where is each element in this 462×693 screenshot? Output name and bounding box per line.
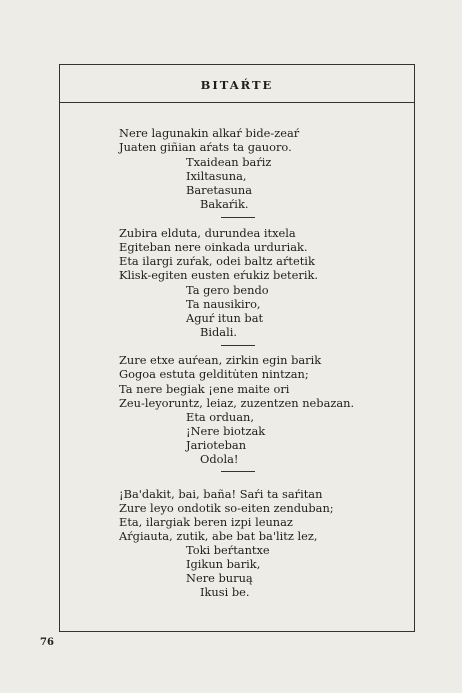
poem-line: Zure etxe auŕean, zirkin egin barik xyxy=(119,353,322,367)
poem-line: Ikusi be. xyxy=(200,585,250,599)
poem-line: ¡Nere biotzak xyxy=(186,424,266,438)
poem-line: Egiteban nere oinkada urduriak. xyxy=(119,240,308,254)
poem-line: Bakaŕik. xyxy=(200,197,249,211)
poem-line: Gogoa estuta gelditu̇ten nintzan; xyxy=(119,367,309,381)
poem-line: ¡Ba'dakit, bai, baña! Saŕi ta saŕitan xyxy=(119,487,323,501)
poem-line: Toki beŕtantxe xyxy=(186,543,270,557)
poem-line: Aguŕ itun bat xyxy=(186,311,264,325)
poem-line: Jarioteban xyxy=(186,438,247,452)
poem-line: Baretasuna xyxy=(186,183,253,197)
poem-line: Bidali. xyxy=(200,325,238,339)
stanza-separator xyxy=(221,217,255,218)
page-number: 76 xyxy=(40,637,54,648)
poem-line: Ta nausikiro, xyxy=(186,297,261,311)
title-divider xyxy=(59,102,415,103)
page-title: BITAŔTE xyxy=(200,78,274,92)
poem-line: Zubira elduta, durundea itxela xyxy=(119,226,296,240)
stanza-separator xyxy=(221,345,255,346)
stanza-separator xyxy=(221,471,255,472)
poem-line: Igikun barik, xyxy=(186,557,261,571)
poem-line: Eta, ilargiak beren izpi leunaz xyxy=(119,515,293,529)
poem-line: Eta orduan, xyxy=(186,410,254,424)
poem-line: Aŕgiauta, zutik, abe bat ba'litz lez, xyxy=(119,529,318,543)
poem-line: Ixiltasuna, xyxy=(186,169,247,183)
poem-line: Nere buruą xyxy=(186,571,253,585)
poem-line: Txaidean baŕiz xyxy=(186,155,272,169)
poem-line: Nere lagunakin alkaŕ bide-zeaŕ xyxy=(119,126,300,140)
poem-line: Odola! xyxy=(200,452,239,466)
poem-line: Klisk-egiten eusten eŕukiz beterik. xyxy=(119,268,318,282)
poem-line: Zeu-leyoruntz, leiaz, zuzentzen nebazan. xyxy=(119,396,355,410)
poem-line: Eta ilargi zuŕak, odei baltz aŕtetik xyxy=(119,254,315,268)
poem-line: Ta nere begiak ¡ene maite ori xyxy=(119,382,290,396)
poem-line: Juaten giñian aŕats ta gauoro. xyxy=(119,140,292,154)
poem-line: Zure leyo ondotik so-eiten zenduban; xyxy=(119,501,334,515)
poem-line: Ta gero bendo xyxy=(186,283,269,297)
